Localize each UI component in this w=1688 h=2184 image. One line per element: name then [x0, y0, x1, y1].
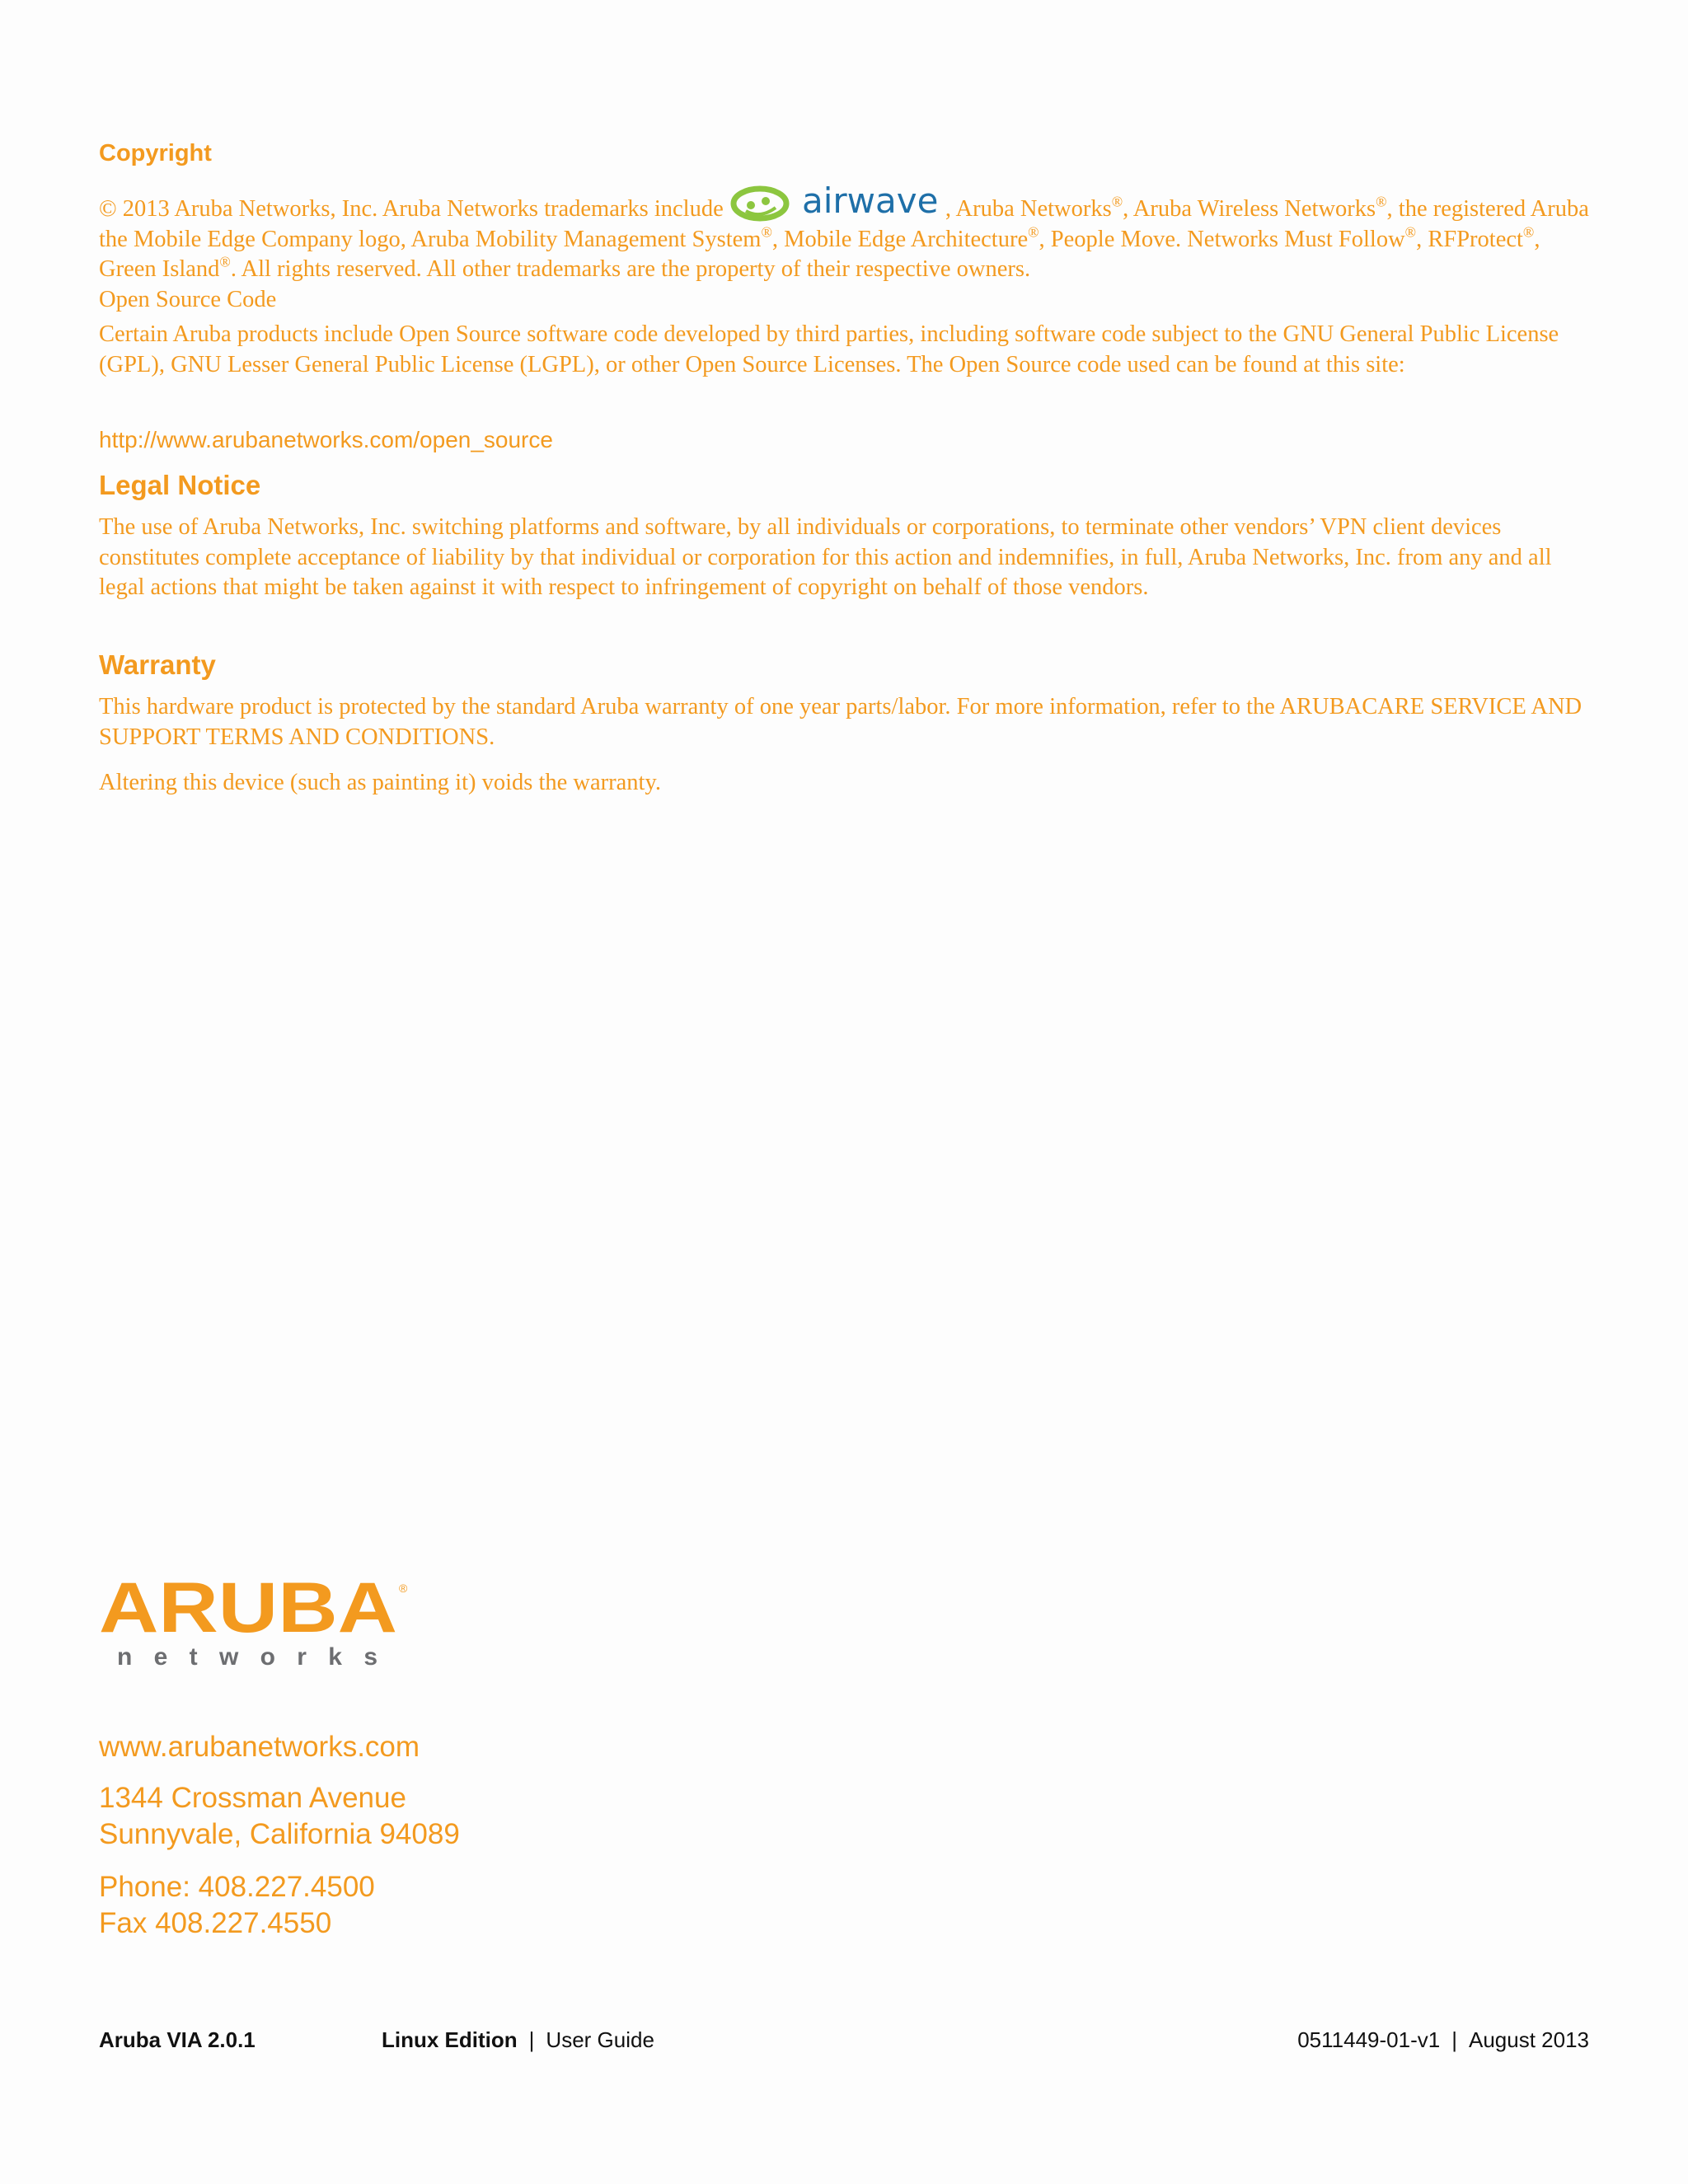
- legal-notice-heading: Legal Notice: [99, 470, 261, 500]
- copyright-text: © 2013 Aruba Networks, Inc. Aruba Networks trademarks include: [99, 196, 729, 222]
- address-line-2: Sunnyvale, California 94089: [99, 1818, 460, 1850]
- open-source-paragraph: Certain Aruba products include Open Source software code developed by third parties, including software code subject to the GNU General Public License (GPL), GNU Lesser General Public License (LGPL), or other Open Source Licenses. The Open Source code used can be found at this site:: [99, 321, 1559, 377]
- open-source-link[interactable]: http://www.arubanetworks.com/open_source: [99, 427, 553, 452]
- warranty-heading: Warranty: [99, 649, 216, 680]
- airwave-logo: [729, 183, 945, 224]
- warranty-paragraph: This hardware product is protected by the standard Aruba warranty of one year parts/labor. For more information, refer to the ARUBACARE SERVICE AND SUPPORT TERMS AND CONDITIONS.: [99, 694, 1582, 750]
- aruba-logo-registered: ®: [399, 1582, 408, 1595]
- aruba-logo-word: ARUBA: [99, 1574, 397, 1647]
- address-line-1: 1344 Crossman Avenue: [99, 1782, 406, 1814]
- open-source-label: Open Source Code: [99, 287, 277, 313]
- footer-edition: Linux Edition | User Guide: [382, 2027, 654, 2052]
- legal-notice-paragraph: The use of Aruba Networks, Inc. switching platforms and software, by all individuals or corporations, to terminate other vendors’ VPN client devices constitutes complete acceptance of liability by that individual or corporation for this action and indemnifies, in full, Aruba Networks, Inc. from any and all legal actions that might be taken against it with respect to infringement of copyright on behalf of those vendors.: [99, 514, 1552, 601]
- website-link[interactable]: www.arubanetworks.com: [99, 1731, 420, 1763]
- footer-doc-info: 0511449-01-v1 | August 2013: [1297, 2027, 1589, 2052]
- phone-number: Phone: 408.227.4500: [99, 1871, 375, 1903]
- copyright-paragraph: © 2013 Aruba Networks, Inc. Aruba Networks trademarks include airwave , Aruba Networks®, Aruba Wireless Networks®, the registered Aruba the Mobile Edge Company logo, Aruba Mobility Management System®, Mobile Edge Architecture®, People Move. Networks Must Follow®, RFProtect®, Green Island®. All rights reserved. All other trademarks are the property of their respective owners. Open Source Code: [99, 183, 1592, 316]
- airwave-logo-text: airwave: [801, 183, 939, 221]
- warranty-alteration-paragraph: Altering this device (such as painting it) voids the warranty.: [99, 770, 661, 795]
- footer-product: Aruba VIA 2.0.1: [99, 2027, 256, 2052]
- aruba-logo-subtext: n e t w o r k s: [117, 1643, 377, 1671]
- fax-number: Fax 408.227.4550: [99, 1907, 332, 1939]
- copyright-heading: Copyright: [99, 140, 212, 166]
- aruba-networks-logo: [97, 1574, 410, 1673]
